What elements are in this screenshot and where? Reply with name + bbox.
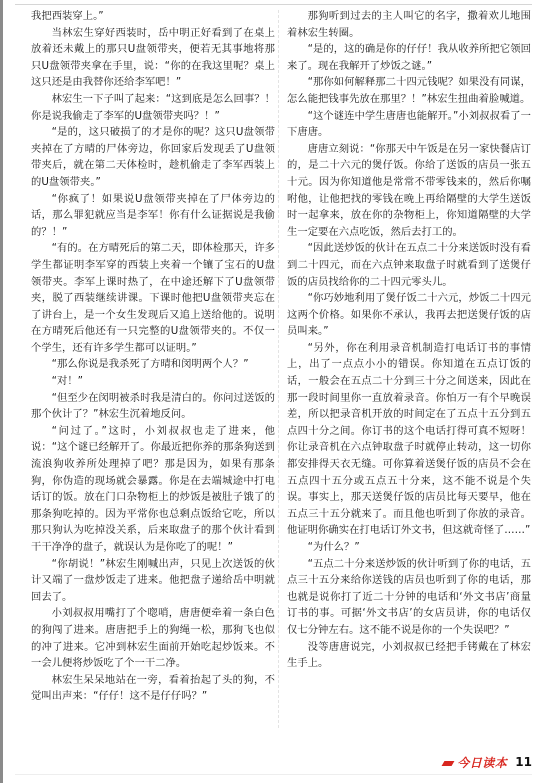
- paragraph: 那狗听到过去的主人叫它的名字，撒着欢儿地围着林宏生转圈。: [287, 10, 531, 39]
- paragraph: 林宏生呆呆地站在一旁，看着抬起了头的狗，不觉叫出声来：“仔仔！这不是仔仔吗？”: [31, 673, 275, 703]
- paragraph: “这个谜连中学生唐唐也能解开。”小刘叔叔看了一下唐唐。: [287, 109, 531, 139]
- paragraph: “是的，这的确是你的仔仔！我从收养所把它领回来了。现在我解开了炒饭之谜。”: [287, 43, 531, 72]
- bottom-rule: [15, 774, 532, 775]
- left-column: [31, 8, 275, 730]
- paragraph: “你巧妙地利用了煲仔饭二十六元，炒饭二十四元这两个价格。如果你不承认，我再去把送煲仔饭的店员叫来。”: [287, 292, 531, 338]
- paragraph: “问过了。”这时，小刘叔叔也走了进来，他说：“这个谜已经解开了。你最近把你养的那条狗送到流浪狗收养所处理掉了吧？那是因为，如果有那条狗，你伪造的现场就会暴露。你是在去端城途中打电话订的饭。放在门口杂物柜上的炒饭是被肚子饿了的那条狗吃掉的。因为平常你也总剩点饭给它吃，所以那只狗认为吃掉没关系，后来取盘子的那个伙计看到干干净净的盘子，就误认为是你吃了的呢！”: [31, 424, 275, 553]
- top-rule: [15, 4, 532, 5]
- paragraph: 我把西装穿上。”: [31, 10, 104, 22]
- paragraph: “有的。在方晴死后的第二天，即体检那天，许多学生都证明李军穿的西装上夹着一个镶了宝石的U盘领带夹。李军上课时热了，在中途还解下了U盘领带夹，脱了西装继续讲课。下课时他把U盘领带夹忘在了讲台上，是一个女生发现后又追上送给他的。说明在方晴死后他还有一只完整的U盘领带夹的。不仅一个学生，还有许多学生都可以证明。”: [31, 242, 275, 354]
- paragraph: 小刘叔叔用嘴打了个唿哨，唐唐便牵着一条白色的狗闯了进来。唐唐把手上的狗绳一松，那狗飞也似的冲了进来。它冲到林宏生面前开始吃起炒饭来。不一会儿便将炒饭吃了个一干二净。: [31, 607, 275, 670]
- paragraph: 没等唐唐说完，小刘叔叔已经把手铐戴在了林宏生手上。: [287, 640, 531, 670]
- paragraph: 当林宏生穿好西装时，岳中明正好看到了在桌上放着还未戴上的那只U盘领带夹，便若无其事地将那只U盘领带夹拿在手里，说：“你的在我这里呢？桌上这只还是由我替你还给李军吧！”: [31, 26, 275, 89]
- paragraph: 林宏生一下子叫了起来：“这到底是怎么回事？！你是说我偷走了李军的U盘领带夹吗？！”: [31, 92, 275, 122]
- paragraph: “是的，这只破损了的才是你的呢？这只U盘领带夹掉在了方晴的尸体旁边，你回家后发现丢了U盘领带夹后，就在第二天体检时，趁机偷走了李军西装上的U盘领带夹。”: [31, 126, 275, 188]
- paragraph: “因此送炒饭的伙计在五点二十分来送饭时没有看到二十四元，而在六点钟来取盘子时就看到了送煲仔饭的店员找给你的二十四元零头儿。: [287, 242, 531, 288]
- paragraph: 唐唐立刻说：“你那天中午饭是在另一家快餐店订的，是二十六元的煲仔饭。你给了送饭的店员一张五十元。因为你知道他是常常不带零钱来的，然后你嘱咐他，让他把找的零钱在晚上再给隔壁的大学生送饭时一起拿来，放在你的杂物柜上，你知道隔壁的大学生一定要在六点吃饭，然后去打工的。: [287, 142, 531, 238]
- magazine-logo: 今日读本: [443, 754, 511, 771]
- paragraph: “那么你说是我杀死了方晴和闵明两个人？”: [51, 358, 249, 371]
- right-column: [287, 8, 531, 730]
- paragraph: “为什么？”: [307, 541, 360, 553]
- page-footer: [443, 751, 532, 773]
- column-divider: [278, 10, 279, 728]
- paragraph: “但至少在闵明被杀时我是清白的。你问过送饭的那个伙计了？”林宏生沉着地反问。: [31, 391, 275, 421]
- paragraph: “对！”: [51, 375, 84, 388]
- paragraph: “那你如何解释那二十四元钱呢？如果没有同谋，怎么能把钱事先放在那里？！”林宏生扭曲着脸喊道。: [287, 76, 531, 105]
- paragraph: “你疯了！如果说U盘领带夹掉在了尸体旁边的话，那么罪犯就应当是李军！你有什么证据说是我偷的？！”: [31, 192, 275, 238]
- paragraph: “五点二十分来送炒饭的伙计听到了你的电话，五点三十五分来给你送钱的店员也听到了你的电话，那也就是说你打了近二十分钟的电话和‘外文书店’商量订书的事。可据‘外文书店’的女店员讲，你的电话仅仅七分钟左右。这不能不说是你的一个失误吧？”: [287, 557, 531, 636]
- page-number: 11: [515, 755, 532, 769]
- paragraph: “另外，你在利用录音机制造打电话订书的事情上，出了一点点小小的错误。你知道在五点订饭的话，一般会在五点二十分到三十分之间送来，因此在那一段时间里你一直放着录音。你怕万一有个早晚误差，所以把录音机开放的时间定在了五点十五分到五点四十分之间。你订书的这个电话打得可真不短呀！你让录音机在六点钟取盘子时就停止转动，这一切你都安排得天衣无缝。可你算着送煲仔饭的店员不会在五点四十五分或五点五十分来，这不能不说是个失误。事实上，那天送煲仔饭的店员比每天要早，他在五点三十五分就来了。而且他也听到了你放的录音。他证明你确实在打电话订外文书，但这就奇怪了……”: [287, 341, 531, 537]
- paragraph: “你胡说！”林宏生刚喊出声，只见上次送饭的伙计又端了一盘炒饭走了进来。他把盘子递给岳中明就回去了。: [31, 557, 275, 603]
